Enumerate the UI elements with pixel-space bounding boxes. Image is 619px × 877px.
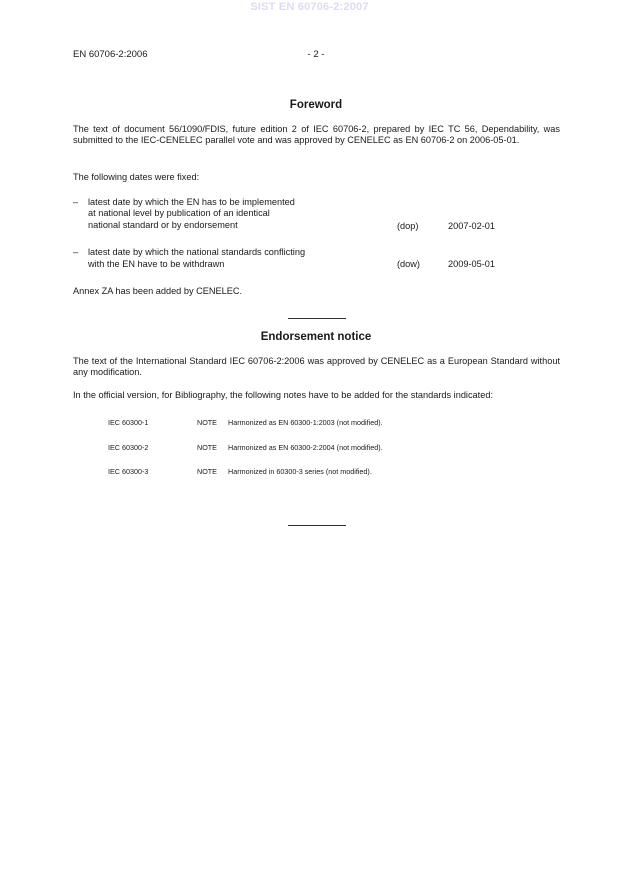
note-label: NOTE (197, 443, 217, 452)
endorsement-text: The text of the International Standard IEC 60706-2:2006 was approved by CENELEC as a European Standard without any modification. (73, 356, 560, 378)
date-value: 2009-05-01 (448, 259, 495, 269)
date-item-text: with the EN have to be withdrawn (88, 259, 225, 269)
page-number: - 2 - (307, 49, 325, 60)
note-standard: IEC 60300-1 (108, 418, 149, 427)
note-text: Harmonized as EN 60300-1:2003 (not modified). (228, 418, 383, 427)
note-text: Harmonized in 60300-3 series (not modified). (228, 467, 372, 476)
list-bullet: – (73, 247, 79, 257)
date-value: 2007-02-01 (448, 221, 495, 231)
list-bullet: – (73, 197, 79, 207)
date-item-text: latest date by which the national standards conflicting (88, 247, 306, 257)
note-text: Harmonized as EN 60300-2:2004 (not modified). (228, 443, 383, 452)
date-code: (dow) (397, 259, 420, 269)
note-standard: IEC 60300-2 (108, 443, 149, 452)
note-label: NOTE (197, 467, 217, 476)
annex-note: Annex ZA has been added by CENELEC. (73, 286, 243, 296)
bibliography-intro: In the official version, for Bibliography, the following notes have to be added for the standards indicated: (73, 390, 493, 400)
foreword-intro: The text of document 56/1090/FDIS, future edition 2 of IEC 60706-2, prepared by IEC TC 56, Dependability, was submitted to the IEC-CENELEC parallel vote and was approved by CENELEC as EN 60706-2 on 2006-05-01. (73, 124, 560, 146)
note-standard: IEC 60300-3 (108, 467, 149, 476)
foreword-title: Foreword (289, 99, 343, 111)
endorsement-title: Endorsement notice (260, 331, 372, 343)
dates-intro: The following dates were fixed: (73, 172, 200, 182)
end-divider (288, 525, 346, 526)
section-divider (288, 318, 346, 319)
document-id: EN 60706-2:2006 (73, 49, 148, 60)
watermark: SIST EN 60706-2:2007 (250, 1, 369, 13)
date-code: (dop) (397, 221, 419, 231)
date-item-text: national standard or by endorsement (88, 220, 238, 230)
note-label: NOTE (197, 418, 217, 427)
date-item-text: at national level by publication of an identical (88, 208, 270, 218)
date-item-text: latest date by which the EN has to be implemented (88, 197, 295, 207)
